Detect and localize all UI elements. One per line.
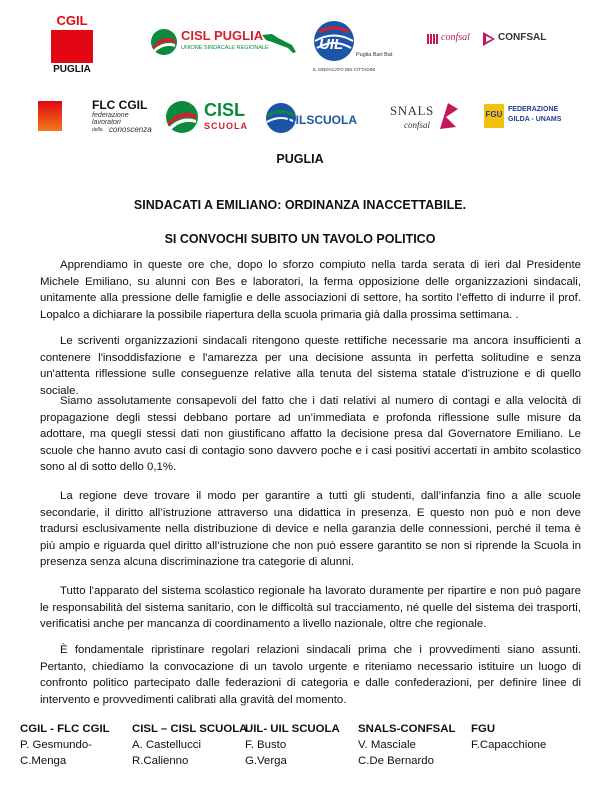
signature-name: C.Menga xyxy=(20,755,67,767)
fgu-badge-label: FGU xyxy=(485,110,503,119)
signature-name: F.Capacchione xyxy=(471,739,547,751)
document-subtitle: SI CONVOCHI SUBITO UN TAVOLO POLITICO xyxy=(164,232,436,246)
cisl-scuola-swoosh-icon xyxy=(165,100,199,134)
cisl-puglia-logo xyxy=(150,26,300,58)
signature-name: V. Masciale xyxy=(358,739,416,751)
signature-name: A. Castellucci xyxy=(132,739,202,751)
paragraph-2: Le scriventi organizzazioni sindacali ritengono queste rettifiche necessarie ma ancora insufficienti a contenere l'insoddisfazione e l'amarezza per una decisione assunta in perfetta solitudine e senza un'attenta riflessione sulle conseguenze relative alla tenuta del sistema statale d'istruzione e di quello sociale. xyxy=(40,335,581,397)
paragraph-1: Apprendiamo in queste ore che, dopo lo sforzo compiuto nella tarda serata di ieri dal Presidente Michele Emiliano, su alunni con Bes e laboratori, la ferma opposizione delle organizzazioni sindacali, unitamente alla pressione delle famiglie e delle associazioni di settore, ha sortito l’effetto di indurre il prof. Lopalco a dichiarare la possibile riapertura della scuola primaria già dalla prossima settimana. . xyxy=(40,259,581,321)
signature-name: P. Gesmundo- xyxy=(20,739,92,751)
confsal-bars-icon xyxy=(427,34,439,44)
signature-cgil xyxy=(20,721,110,769)
cisl-swoosh-icon xyxy=(150,28,178,56)
flc-cgil-name: FLC CGIL xyxy=(92,98,148,112)
cgil-wordmark: CGIL xyxy=(56,13,88,28)
cgil-red-square xyxy=(51,30,93,63)
signature-name: F. Busto xyxy=(245,739,287,751)
signature-fgu xyxy=(471,721,546,753)
uil-tagline: IL SINDACATO DEI CITTADINI xyxy=(313,67,376,72)
snals-confsal-wordmark: confsal xyxy=(404,120,430,130)
paragraph-6: È fondamentale ripristinare regolari relazioni sindacali prima che i provvedimenti siano assunti. Pertanto, chiediamo la convocazione di un tavolo urgente e riteniamo necessario istituire un luogo di confronto politico partecipato dalle federazioni di categoria e dalle confederazioni, per definire linee di intervento e provvedimenti calibrati alla gravità del momento. xyxy=(40,644,581,706)
confsal-right-wordmark: CONFSAL xyxy=(498,32,547,43)
region-heading: PUGLIA xyxy=(276,152,324,166)
paragraph-3: Siamo assolutamente consapevoli del fatto che i dati relativi al numero di contagi e alla velocità di propagazione degli stessi debbano portare ad un’immediata e profonda riflessione sulle misure da adottare, ma quegli stessi dati non giustificano affatto la decisione presa dal Governatore Emiliano. Le scuole che hanno avuto casi di contagio sono davvero poche e i casi positivi accertati in ambito scolastico sono al di sotto dello 0,1%. xyxy=(40,395,581,473)
signature-snals xyxy=(358,721,455,769)
uil-puglia-logo xyxy=(305,20,415,76)
signature-org: UIL- UIL SCUOLA xyxy=(245,723,340,735)
fgu-line-1: FEDERAZIONE xyxy=(508,106,559,113)
signature-org: SNALS-CONFSAL xyxy=(358,723,456,735)
uil-wordmark: UIL xyxy=(319,36,344,53)
puglia-map-icon xyxy=(260,32,298,54)
signature-name: C.De Bernardo xyxy=(358,755,434,767)
flc-cgil-logo xyxy=(38,97,158,137)
signature-org: CISL – CISL SCUOLA xyxy=(132,723,248,735)
cisl-scuola-name: CISL xyxy=(204,100,246,120)
cisl-puglia-name: CISL PUGLIA xyxy=(181,28,264,43)
flc-tagline-4: conoscenza xyxy=(109,125,152,134)
fgu-line-2: GILDA - UNAMS xyxy=(508,116,562,123)
snals-wordmark: SNALS xyxy=(390,103,434,118)
signature-name: R.Calienno xyxy=(132,755,189,767)
cisl-scuola-logo xyxy=(165,100,257,136)
flc-red-square xyxy=(38,101,62,131)
paragraph-5: Tutto l'apparato del sistema scolastico regionale ha lavorato duramente per ripartire e non può pagare le responsabilità del sistema sanitario, con le difficoltà sul tracciamento, né quelle del sistema dei trasporti, verificatisi anche per mancanza di coordinamento a livello nazionale, oltre che regionale. xyxy=(40,585,581,630)
paragraph-4: La regione deve trovare il modo per garantire a tutti gli studenti, dall’infanzia fino a alle scuole secondarie, il diritto all’istruzione attraverso una didattica in presenza. E questo non può e non deve tradursi esclusivamente nella distribuzione di device e nella garanzia delle connessioni, perché il tema è più ampio e riguarda quel diritto all’istruzione che non può essere garantito se non si riprende la Scuola in presenza senza alcuna discriminazione tra categorie di alunni. xyxy=(40,490,581,568)
signature-org: FGU xyxy=(471,723,496,735)
snals-confsal-logo xyxy=(390,100,462,136)
uil-scuola-logo xyxy=(265,100,355,136)
signature-uil xyxy=(245,721,340,769)
document-title: SINDACATI A EMILIANO: ORDINANZA INACCETTABILE. xyxy=(133,198,467,212)
fgu-logo xyxy=(484,104,574,132)
signature-name: G.Verga xyxy=(245,755,287,767)
confsal-logo xyxy=(427,29,547,51)
signature-cisl xyxy=(132,721,247,769)
cgil-puglia-logo xyxy=(49,13,95,76)
flc-tagline-3: della xyxy=(92,127,103,133)
cgil-region-label: PUGLIA xyxy=(53,64,91,75)
uil-scuola-name: UILSCUOLA xyxy=(287,113,357,127)
confsal-left-wordmark: confsal xyxy=(441,32,470,43)
uil-region-label: Puglia Bari Bat xyxy=(356,52,393,58)
snals-ribbon-icon xyxy=(438,101,460,131)
cisl-puglia-tagline: UNIONE SINDACALE REGIONALE xyxy=(181,45,269,51)
flc-tagline-2: lavoratori xyxy=(92,119,121,126)
cisl-scuola-sub: SCUOLA xyxy=(204,121,248,131)
signature-org: CGIL - FLC CGIL xyxy=(20,723,110,735)
flc-tagline-1: federazione xyxy=(92,112,129,119)
confsal-ribbon-icon xyxy=(482,31,496,47)
